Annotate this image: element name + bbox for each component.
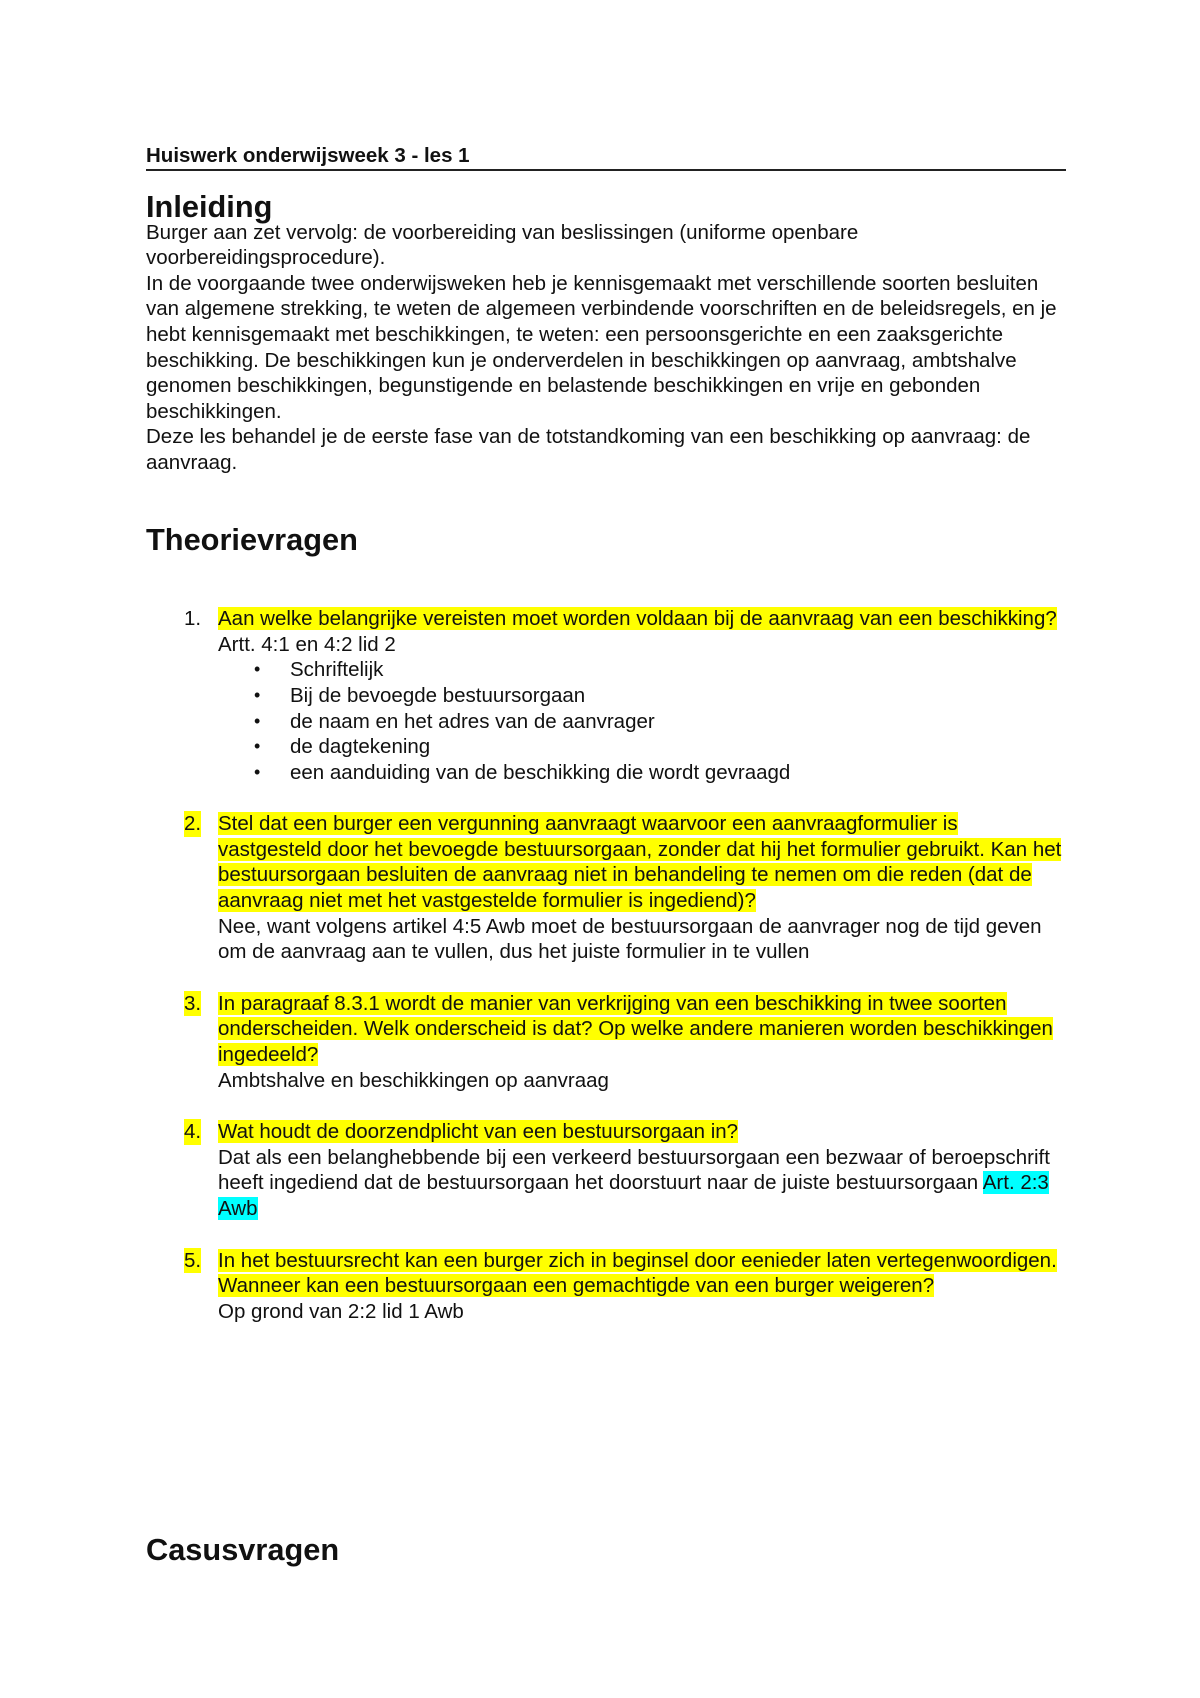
question-text: In het bestuursrecht kan een burger zich in beginsel door eenieder laten vertegenwoordigen. Wanneer kan een bestuursorgaan een gemachtigde van een burger weigeren? (218, 1248, 1057, 1298)
bullet-text: Bij de bevoegde bestuursorgaan (290, 683, 586, 707)
question-item-3 (146, 991, 1066, 1093)
intro-paragraph-1: Burger aan zet vervolg: de voorbereiding van beslissingen (uniforme openbare voorbereidingsprocedure). (146, 220, 859, 270)
question-number: 2. (184, 812, 202, 836)
question-item-1 (146, 606, 1066, 785)
list-item (218, 683, 1066, 709)
question-item-5 (146, 1248, 1066, 1325)
question-text: Stel dat een burger een vergunning aanvraagt waarvoor een aanvraagformulier is vastgesteld door het bevoegde bestuursorgaan, zonder dat hij het formulier gebruikt. Kan het bestuursorgaan besluiten de aanvraag niet in behandeling te nemen om die reden (dat de aanvraag niet met het vastgestelde formulier is ingediend)? (218, 812, 1062, 913)
question-inline-answer: Artt. 4:1 en 4:2 lid 2 (218, 632, 396, 656)
bullet-icon: • (254, 761, 261, 782)
answer-text: Ambtshalve en beschikkingen op aanvraag (218, 1068, 609, 1092)
intro-paragraph-3: Deze les behandel je de eerste fase van de totstandkoming van een beschikking op aanvraag: de aanvraag. (146, 425, 1031, 474)
casus-heading: Casusvragen (146, 1532, 340, 1567)
answer-body: Dat als een belanghebbende bij een verkeerd bestuursorgaan een bezwaar of beroepschrift heeft ingediend dat de bestuursorgaan het doorstuurt naar de juiste bestuursorgaan (218, 1145, 1050, 1195)
question-item-4 (146, 1119, 1066, 1221)
question-number: 5. (184, 1248, 202, 1272)
bullet-text: een aanduiding van de beschikking die wordt gevraagd (290, 760, 791, 784)
answer-text: Op grond van 2:2 lid 1 Awb (218, 1299, 464, 1323)
bullet-icon: • (254, 659, 261, 680)
question-list (146, 606, 1066, 1324)
question-text: Wat houdt de doorzendplicht van een bestuursorgaan in? (218, 1120, 739, 1144)
question-number: 4. (184, 1120, 202, 1144)
answer-bullet-list (218, 657, 1066, 785)
question-text: Aan welke belangrijke vereisten moet worden voldaan bij de aanvraag van een beschikking? (218, 607, 1057, 631)
bullet-icon: • (254, 710, 261, 731)
bullet-text: de dagtekening (290, 735, 431, 759)
bullet-text: de naam en het adres van de aanvrager (290, 709, 655, 733)
answer-text: Nee, want volgens artikel 4:5 Awb moet de bestuursorgaan de aanvrager nog de tijd geven om de aanvraag aan te vullen, dus het juiste formulier in te vullen (218, 914, 1042, 964)
question-number: 1. (184, 607, 202, 631)
bullet-icon: • (254, 684, 261, 705)
bullet-text: Schriftelijk (290, 658, 384, 682)
question-text: In paragraaf 8.3.1 wordt de manier van verkrijging van een beschikking in twee soorten onderscheiden. Welk onderscheid is dat? Op welke andere manieren worden beschikkingen ingedeeld? (218, 991, 1053, 1067)
list-item (218, 734, 1066, 760)
list-item (218, 657, 1066, 683)
document-title: Huiswerk onderwijsweek 3 - les 1 (146, 143, 1066, 171)
question-item-2 (146, 811, 1066, 965)
list-item (218, 709, 1066, 735)
answer-text (218, 1145, 1066, 1222)
theorie-heading: Theorievragen (146, 521, 358, 557)
bullet-icon: • (254, 736, 261, 757)
intro-paragraph-2: In de voorgaande twee onderwijsweken heb je kennisgemaakt met verschillende soorten besluiten van algemene strekking, te weten de algemeen verbindende voorschriften en de beleidsregels, en je hebt kennisgemaakt met beschikkingen, te weten: een persoonsgerichte en een zaaksgerichte beschikking. De beschikkingen kun je onderverdelen in beschikkingen op aanvraag, ambtshalve genomen beschikkingen, begunstigende en belastende beschikkingen en vrije en gebonden beschikkingen. (146, 271, 1057, 423)
list-item (218, 760, 1066, 786)
document-page (146, 143, 1066, 1324)
intro-heading: Inleiding (146, 189, 273, 224)
question-number: 3. (184, 991, 202, 1015)
article-reference: Art. 2:3 Awb (218, 1171, 1049, 1220)
